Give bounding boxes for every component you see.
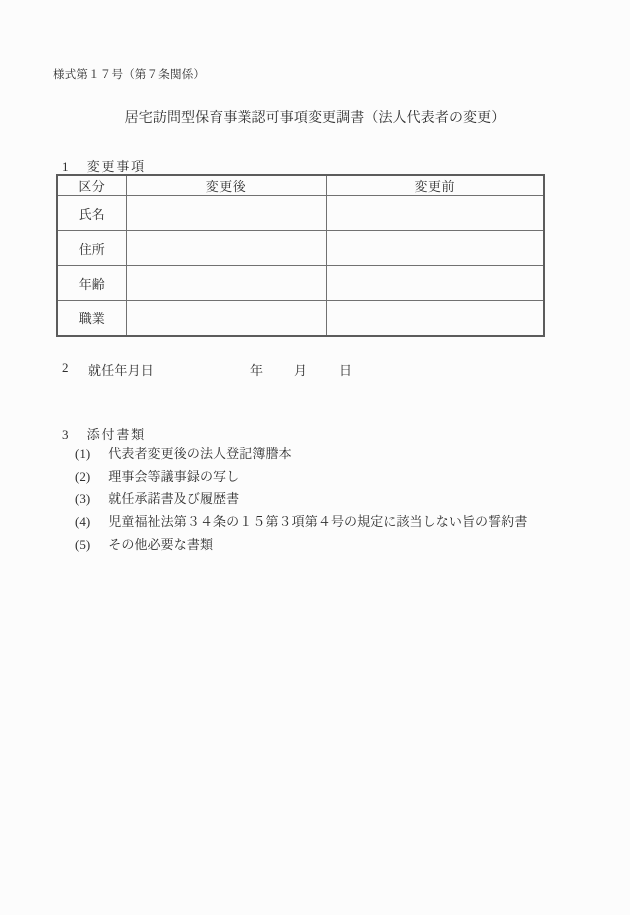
section-appointment-date-number: 2 — [62, 360, 69, 375]
list-item-text: 就任承諾書及び履歴書 — [108, 491, 240, 507]
row-category-label: 職業 — [57, 301, 126, 336]
section-attachments-label: 添付書類 — [86, 427, 146, 442]
list-item — [75, 443, 527, 466]
list-item — [75, 488, 527, 511]
list-item-text: 児童福祉法第３４条の１５第３項第４号の規定に該当しない旨の誓約書 — [108, 514, 528, 530]
section-appointment-date-label: 就任年月日 — [88, 363, 155, 378]
list-item — [75, 466, 527, 489]
attachments-list — [75, 443, 527, 556]
row-category-label: 年齢 — [57, 266, 126, 301]
row-category-label: 住所 — [57, 231, 126, 266]
table-row-address — [57, 231, 544, 266]
table-header-row — [57, 175, 544, 196]
list-item — [75, 511, 527, 534]
month-label: 月 — [294, 363, 308, 378]
section-appointment-date — [0, 360, 630, 378]
list-item-text: 理事会等議事録の写し — [108, 468, 240, 484]
cell-after-value — [126, 301, 326, 336]
col-header-before: 変更前 — [326, 175, 544, 196]
change-items-table — [56, 174, 545, 337]
list-item-text: 代表者変更後の法人登記簿謄本 — [108, 446, 292, 461]
col-header-category: 区分 — [57, 175, 126, 196]
table-row-occupation — [57, 301, 544, 336]
list-item-number: (5) — [75, 536, 91, 552]
section-attachments-heading — [62, 424, 146, 443]
section-change-items-number: 1 — [62, 159, 69, 174]
cell-before-value — [326, 301, 544, 336]
table-row-age — [57, 266, 544, 301]
list-item-text: その他必要な書類 — [108, 536, 214, 552]
list-item-number: (2) — [75, 468, 91, 484]
section-attachments-number: 3 — [62, 427, 69, 442]
row-category-label: 氏名 — [57, 196, 126, 231]
cell-after-value — [126, 266, 326, 301]
cell-before-value — [326, 196, 544, 231]
year-label: 年 — [250, 363, 264, 378]
day-label: 日 — [339, 363, 353, 378]
section-change-items-heading — [62, 156, 146, 175]
table-row-name — [57, 196, 544, 231]
cell-after-value — [126, 231, 326, 266]
cell-after-value — [126, 196, 326, 231]
form-number-note: 様式第１７号（第７条関係） — [53, 69, 206, 81]
cell-before-value — [326, 266, 544, 301]
cell-before-value — [326, 231, 544, 266]
list-item-number: (3) — [75, 491, 91, 507]
list-item-number: (4) — [75, 514, 91, 530]
col-header-after: 変更後 — [126, 175, 326, 196]
list-item-number: (1) — [75, 446, 91, 461]
list-item — [75, 534, 527, 557]
section-change-items-label: 変更事項 — [86, 159, 146, 174]
document-title: 居宅訪問型保育事業認可事項変更調書（法人代表者の変更） — [124, 111, 506, 126]
